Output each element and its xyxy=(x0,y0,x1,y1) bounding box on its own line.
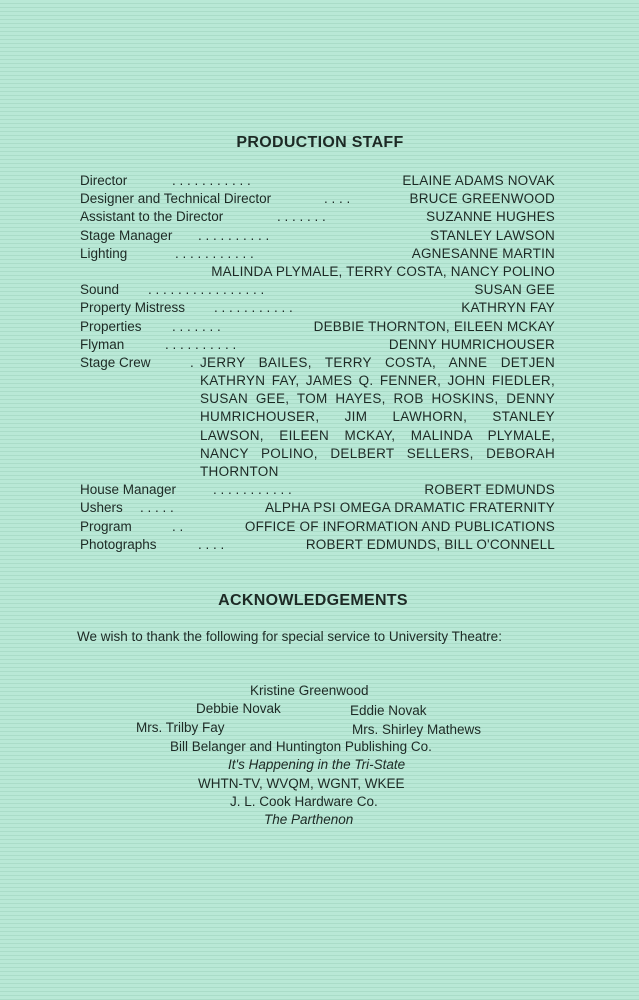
staff-name: MALINDA PLYMALE, TERRY COSTA, NANCY POLINO xyxy=(211,263,555,279)
staff-role: Program xyxy=(80,518,132,534)
thanks-name: The Parthenon xyxy=(264,812,354,827)
staff-role: Director xyxy=(80,173,128,188)
staff-role: Photographs xyxy=(80,536,157,552)
leader-dots: . . . . . . . . . . . xyxy=(214,300,293,316)
staff-row xyxy=(80,190,555,208)
staff-name: OFFICE OF INFORMATION AND PUBLICATIONS xyxy=(244,518,555,534)
staff-name: ROBERT EDMUNDS, BILL O'CONNELL xyxy=(305,536,555,552)
staff-name: DEBBIE THORNTON, EILEEN MCKAY xyxy=(313,318,555,334)
staff-role: Properties xyxy=(80,318,142,334)
staff-row xyxy=(80,336,555,354)
stage-crew-block xyxy=(80,354,555,481)
leader-dots: . . . . . . . xyxy=(277,209,326,225)
staff-row xyxy=(80,499,555,517)
leader-dots: . . . . . . . . . . . xyxy=(175,245,254,261)
staff-row xyxy=(80,227,555,245)
leader-dots: . . . . . . . . . . xyxy=(198,227,270,243)
staff-name: STANLEY LAWSON xyxy=(430,227,555,243)
leader-dots: . xyxy=(190,354,194,370)
staff-row xyxy=(80,481,555,499)
acknowledgements-intro: We wish to thank the following for special service to University Theatre: xyxy=(77,629,502,644)
stage-crew-names: JERRY BAILES, TERRY COSTA, ANNE DETJEN KATHRYN FAY, JAMES Q. FENNER, JOHN FIEDLER, SUSAN GEE, TOM HAYES, ROB HOSKINS, DENNY HUMRICHOUSER, JIM LAWHORN, STANLEY LAWSON, EILEEN MCKAY, MALINDA PLYMALE, NANCY POLINO, DELBERT SELLERS, DEBORAH THORNTON xyxy=(200,354,555,480)
acknowledgements-heading: ACKNOWLEDGEMENTS xyxy=(218,592,408,609)
leader-dots: . . . . . . . . . . . . . . . . xyxy=(148,282,265,298)
staff-name: DENNY HUMRICHOUSER xyxy=(388,336,555,352)
thanks-name: Eddie Novak xyxy=(350,703,427,718)
staff-name: SUSAN GEE xyxy=(474,282,555,298)
staff-role: Assistant to the Director xyxy=(80,209,224,225)
leader-dots: . . . . . . . . . . . xyxy=(172,173,251,188)
staff-name: BRUCE GREENWOOD xyxy=(409,191,555,207)
staff-row xyxy=(80,518,555,536)
staff-row xyxy=(80,318,555,336)
thanks-name: It's Happening in the Tri-State xyxy=(228,757,406,772)
staff-name: AGNESANNE MARTIN xyxy=(411,245,555,261)
leader-dots: . . . . . . . xyxy=(172,318,221,334)
leader-dots: . . . . . . . . . . . xyxy=(213,482,292,498)
staff-list xyxy=(80,172,555,554)
staff-row xyxy=(80,263,555,281)
thanks-name: Kristine Greenwood xyxy=(250,683,369,698)
thanks-name: WHTN-TV, WVQM, WGNT, WKEE xyxy=(198,776,405,791)
staff-name: ALPHA PSI OMEGA DRAMATIC FRATERNITY xyxy=(264,500,555,516)
staff-role: Designer and Technical Director xyxy=(80,191,272,207)
staff-row xyxy=(80,172,555,190)
staff-role: Sound xyxy=(80,282,120,298)
thanks-name: J. L. Cook Hardware Co. xyxy=(230,794,378,809)
staff-role: House Manager xyxy=(80,482,177,498)
staff-name: ROBERT EDMUNDS xyxy=(424,482,555,498)
staff-row xyxy=(80,245,555,263)
staff-name: ELAINE ADAMS NOVAK xyxy=(402,173,555,188)
production-staff-heading: PRODUCTION STAFF xyxy=(236,134,404,151)
thanks-name: Bill Belanger and Huntington Publishing Co. xyxy=(170,739,432,754)
staff-name: SUZANNE HUGHES xyxy=(426,209,555,225)
leader-dots: . . . . xyxy=(198,536,225,552)
staff-row xyxy=(80,208,555,226)
thanks-name: Mrs. Shirley Mathews xyxy=(352,722,482,737)
staff-row xyxy=(80,536,555,554)
staff-row xyxy=(80,281,555,299)
thanks-name: Debbie Novak xyxy=(196,701,281,716)
staff-name: KATHRYN FAY xyxy=(461,300,555,316)
staff-role: Ushers xyxy=(80,500,123,516)
leader-dots: . . . . xyxy=(324,191,351,207)
staff-role: Flyman xyxy=(80,336,125,352)
staff-role: Stage Crew xyxy=(80,354,151,370)
staff-role: Stage Manager xyxy=(80,227,173,243)
leader-dots: . . . . . . . . . . xyxy=(165,336,237,352)
staff-role: Lighting xyxy=(80,245,128,261)
leader-dots: . . xyxy=(172,518,184,534)
thanks-name: Mrs. Trilby Fay xyxy=(136,720,225,735)
leader-dots: . . . . . xyxy=(140,500,174,516)
staff-row xyxy=(80,299,555,317)
staff-role: Property Mistress xyxy=(80,300,186,316)
